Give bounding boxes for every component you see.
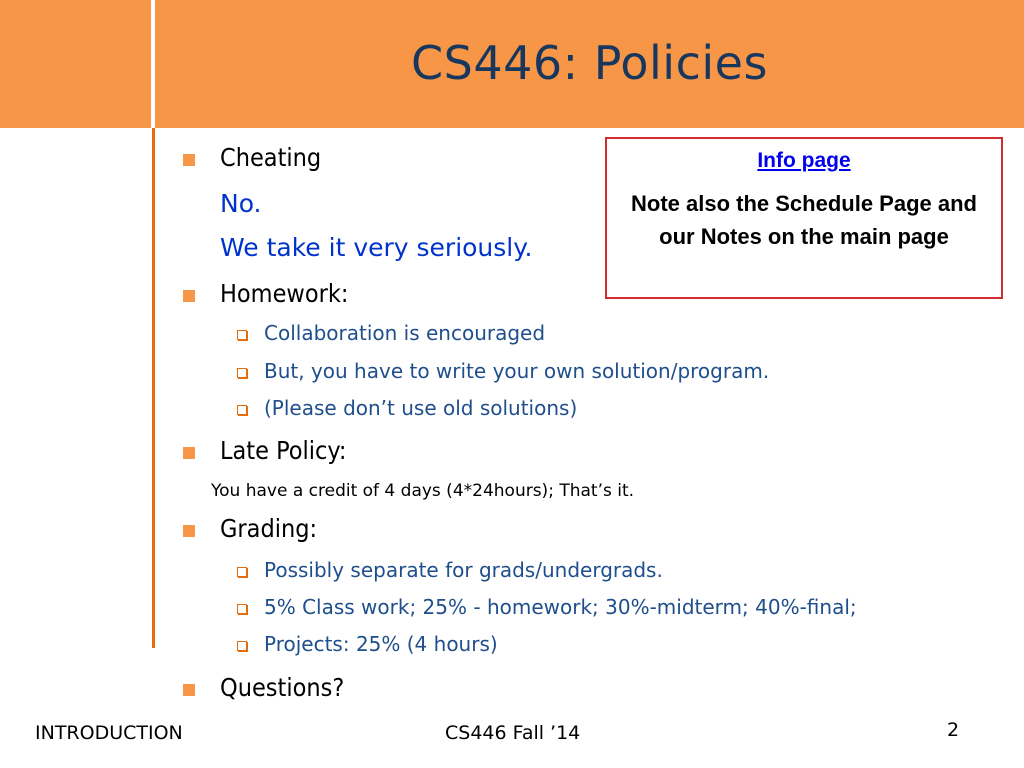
checkbox-bullet-icon (237, 330, 247, 340)
grading-item: Projects: 25% (4 hours) (264, 632, 498, 656)
footer-course-label: CS446 Fall ’14 (445, 722, 581, 744)
late-policy-detail: You have a credit of 4 days (4*24hours); That’s it. (211, 481, 635, 501)
bullet-grading: Grading: (220, 514, 318, 543)
slide-title: CS446: Policies (411, 36, 768, 90)
left-accent-rule (152, 128, 155, 648)
bullet-homework: Homework: (220, 279, 349, 308)
slide-page-number: 2 (947, 719, 960, 741)
square-bullet-icon (183, 290, 195, 302)
square-bullet-icon (183, 154, 195, 166)
homework-item: Collaboration is encouraged (264, 321, 546, 345)
info-box (605, 137, 1003, 299)
checkbox-bullet-icon (237, 368, 247, 378)
bullet-cheating: Cheating (220, 143, 322, 172)
cheating-line-serious: We take it very seriously. (220, 233, 533, 262)
checkbox-bullet-icon (237, 567, 247, 577)
checkbox-bullet-icon (237, 641, 247, 651)
info-box-note: Note also the Schedule Page and our Notes on the main page (631, 191, 977, 249)
square-bullet-icon (183, 684, 195, 696)
homework-item: But, you have to write your own solution/program. (264, 359, 770, 383)
checkbox-bullet-icon (237, 405, 247, 415)
cheating-line-no: No. (220, 189, 262, 218)
grading-item: 5% Class work; 25% - homework; 30%-midterm; 40%-final; (264, 595, 857, 619)
homework-item: (Please don’t use old solutions) (264, 396, 578, 420)
footer-section-label: INTRODUCTION (35, 722, 183, 744)
bullet-questions: Questions? (220, 673, 345, 702)
square-bullet-icon (183, 525, 195, 537)
info-page-link[interactable]: Info page (757, 149, 851, 172)
checkbox-bullet-icon (237, 604, 247, 614)
grading-item: Possibly separate for grads/undergrads. (264, 558, 663, 582)
square-bullet-icon (183, 447, 195, 459)
bullet-late-policy: Late Policy: (220, 436, 347, 465)
